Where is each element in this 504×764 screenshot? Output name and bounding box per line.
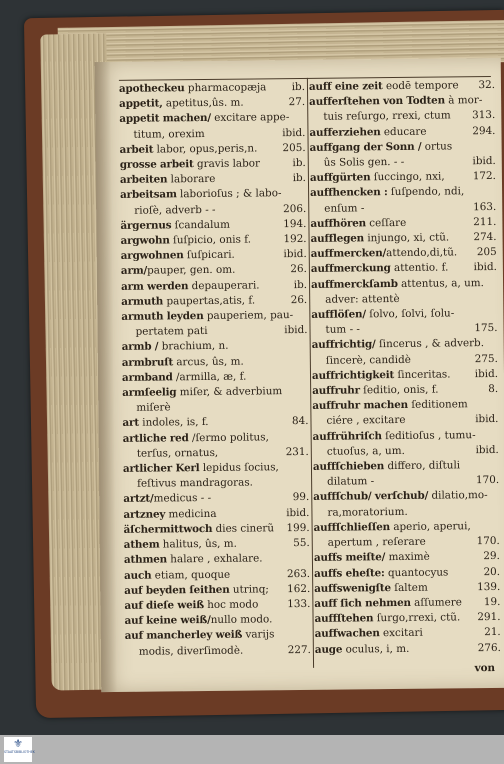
entry-translation: dies cinerũ	[212, 522, 275, 535]
entry-translation: ceſſare	[365, 216, 407, 230]
entry-translation: apertum , reſerare	[327, 535, 426, 549]
entry-headword: auf beyden ſeithen	[124, 583, 230, 597]
entry-translation: differo, diſtuli	[384, 459, 461, 473]
entry-headword: aufflöſen/	[311, 308, 366, 321]
entry-translation: ſinceritas.	[394, 368, 451, 381]
entry-headword: aufflegen	[310, 232, 365, 245]
entry-translation: tum - -	[325, 323, 360, 336]
entry-translation: excitare appe-	[210, 111, 290, 125]
entry-page-ref: 192.	[283, 232, 307, 246]
entry-page-ref: 206.	[283, 202, 307, 215]
entry-translation: ſurgo,rrexi, ctũ.	[373, 611, 461, 625]
entry-headword: aufferziehen	[309, 125, 381, 139]
entry-headword: auffwachen	[314, 627, 380, 641]
entry-headword: armband	[121, 371, 173, 384]
entry-translation: educare	[380, 125, 427, 138]
entry-translation: pauper, gen. om.	[147, 264, 236, 278]
entry-translation: arcus, ûs, m.	[172, 355, 244, 368]
entry-headword: armb /	[121, 340, 159, 354]
entry-translation: aperio, aperui,	[389, 520, 471, 533]
entry-translation: maximè	[385, 550, 430, 564]
entry-translation: /armilla, æ, f.	[172, 370, 247, 384]
entry-page-ref: ibid.	[282, 126, 306, 139]
library-logo-text: STAATSBIBLIOTHEK	[4, 750, 35, 754]
entry-translation: hoc modo	[203, 598, 259, 611]
entry-headword: artzney	[123, 508, 166, 521]
entry-headword: auf dieſe weiß	[124, 598, 204, 612]
entry-page-ref: 133.	[287, 597, 311, 611]
entry-headword: arbeiten	[119, 173, 168, 187]
entry-translation: oculus, i, m.	[342, 642, 410, 656]
entry-headword: auff ſich nehmen	[314, 596, 411, 610]
entry-page-ref: ibid.	[472, 154, 496, 168]
entry-headword: athem	[123, 538, 160, 551]
entry-translation: medicus - -	[153, 492, 212, 506]
entry-page-ref: 199.	[286, 521, 310, 535]
entry-translation: varijs	[242, 628, 275, 641]
entry-page-ref: 231.	[285, 445, 309, 459]
entry-headword: art	[122, 417, 139, 430]
library-logo[interactable]	[4, 737, 35, 762]
entry-page-ref: 172.	[472, 170, 496, 183]
entry-translation: etiam, quoque	[151, 568, 231, 582]
entry-translation: ſuccingo, nxi,	[370, 170, 445, 184]
entry-headword: auffrichtigkeit	[311, 368, 395, 382]
entry-page-ref: ibid.	[473, 261, 497, 274]
entry-translation: paupertas,atis, f.	[163, 294, 256, 308]
entry-translation: ſaltem	[390, 581, 428, 594]
entry-page-ref: ibid.	[475, 413, 499, 426]
entry-translation: terſus, ornatus,	[136, 446, 219, 460]
entry-headword: artlicher Kerl	[122, 462, 200, 475]
entry-translation: injungo, xi, ctũ.	[363, 231, 450, 245]
entry-headword: arm werden	[121, 279, 189, 293]
entry-headword: grosse arbeit	[119, 158, 194, 171]
entry-translation: ortus	[421, 140, 453, 153]
entry-translation: gravis labor	[193, 157, 261, 171]
entry-translation: tuis reſurgo, rrexi, ctum	[323, 109, 451, 124]
entry-translation: halitus, ûs, m.	[159, 537, 237, 551]
entry-translation: rioſè, adverb - -	[134, 203, 216, 217]
entry-translation: aſſumere	[410, 596, 462, 609]
entry-headword: armſeelig	[122, 386, 177, 399]
entry-headword: auf mancherley weiß	[124, 628, 243, 643]
entry-headword: athmen	[123, 553, 168, 567]
dictionary-entry	[315, 640, 503, 657]
entry-headword: auffſchlieſſen	[313, 520, 391, 534]
entry-translation: labor, opus,peris,n.	[153, 142, 258, 156]
entry-headword: armbruſt	[121, 355, 174, 369]
entry-translation: utrinq;	[229, 583, 269, 596]
entry-page-ref: 275.	[474, 352, 498, 365]
entry-page-ref: 274.	[473, 230, 497, 244]
entry-headword: auffs eheſte:	[314, 566, 385, 580]
entry-page-ref: 170.	[476, 535, 500, 548]
entry-translation: ûs Solis gen. - -	[323, 155, 405, 169]
entry-headword: argwohnen	[120, 249, 184, 263]
entry-translation: ſuſpicio, onis f.	[169, 233, 252, 247]
entry-headword: armuth	[121, 295, 164, 308]
entry-translation: depauperari.	[188, 279, 260, 292]
entry-page-ref: 19.	[483, 595, 501, 609]
entry-headword: auff eine zeit	[308, 80, 383, 93]
entry-translation: ſeditio, onis, f.	[359, 383, 439, 397]
entry-headword: aufferſtehen von Todten	[309, 94, 445, 109]
entry-headword: auffſchieben	[312, 460, 385, 473]
entry-page-ref: 263.	[286, 567, 311, 580]
entry-translation: ſolvo, ſolvi, ſolu-	[365, 307, 455, 321]
entry-headword: auffgang der Sonn /	[309, 140, 422, 154]
entry-translation: enſum -	[324, 201, 365, 215]
entry-page-ref: 29.	[483, 550, 500, 563]
dictionary-entry	[125, 642, 313, 659]
entry-translation: laborare	[167, 173, 216, 186]
entry-headword: auf keine weiß/	[124, 614, 211, 627]
entry-translation: ſeditionem	[407, 398, 468, 412]
entry-translation: brachium, n.	[158, 340, 229, 353]
entry-translation: attentio. f.	[390, 261, 449, 275]
entry-translation: dilatio,mo-	[428, 489, 488, 503]
entry-headword: auffgürten	[309, 171, 371, 185]
entry-page-ref: ibid.	[286, 506, 310, 519]
entry-headword: argwohn	[120, 234, 170, 247]
entry-translation: ra,moratorium.	[327, 505, 408, 519]
entry-headword: auffruhr machen	[312, 399, 409, 413]
entry-page-ref: 32.	[478, 78, 496, 92]
entry-headword: auffruhr	[312, 384, 360, 397]
entry-translation: ſeditioſus , tumu-	[381, 428, 476, 442]
entry-page-ref: 84.	[291, 415, 309, 428]
entry-page-ref: 26.	[290, 263, 307, 276]
entry-headword: auffrichtig/	[311, 338, 376, 352]
entry-headword: äſchermittwoch	[123, 522, 213, 536]
entry-page-ref: ibid.	[474, 367, 499, 381]
entry-translation: titum, orexim	[133, 127, 205, 141]
entry-translation: ciére , excitare	[326, 414, 406, 428]
entry-translation: lepidus ſocius,	[199, 461, 279, 475]
entry-page-ref: 175.	[474, 322, 498, 335]
book-page	[95, 58, 504, 692]
entry-headword: appetit machen/	[119, 112, 211, 126]
entry-headword: ärgernus	[120, 219, 172, 232]
entry-page-ref: 170.	[475, 474, 500, 487]
entry-translation: laborioſus ; & labo-	[176, 187, 282, 201]
entry-page-ref: ib.	[293, 278, 308, 291]
entry-headword: auch	[124, 569, 152, 582]
entry-page-ref: 205	[476, 246, 497, 259]
entry-translation: /ſermo politus,	[188, 431, 269, 444]
entry-headword: auffmerckung	[310, 262, 391, 276]
entry-translation: ſuſpendo, ndi,	[387, 185, 465, 199]
entry-page-ref: 211.	[473, 215, 497, 229]
entry-page-ref: 291.	[477, 611, 501, 624]
entry-translation: feſtivus mandragoras.	[137, 476, 253, 491]
entry-translation: ſincerus , & adverb.	[375, 337, 485, 351]
entry-page-ref: 55.	[293, 537, 310, 550]
entry-translation: à mor-	[444, 94, 483, 107]
entry-translation: attendo,di,tũ.	[386, 246, 458, 260]
entry-headword: auffswenigſte	[314, 581, 391, 595]
entry-translation: modis, diverſimodè.	[138, 644, 244, 658]
entry-headword: auffhencken :	[310, 186, 388, 200]
entry-headword: auffſchub/ verſchub/	[313, 490, 429, 504]
entry-page-ref: ib.	[292, 172, 307, 185]
entry-translation: ſcandalum	[171, 218, 230, 232]
entry-page-ref: 27.	[288, 96, 306, 109]
footer-bar	[0, 735, 504, 764]
entry-page-ref: ibid.	[283, 248, 307, 261]
entry-headword: auffſtehen	[314, 612, 374, 625]
entry-translation: ſincerè, candidè	[325, 353, 411, 367]
entry-page-ref: ib.	[291, 80, 306, 94]
entry-headword: auffrühriſch	[312, 429, 382, 443]
entry-page-ref: 139.	[477, 580, 501, 593]
entry-page-ref: 20.	[483, 565, 501, 578]
entry-page-ref: 313.	[472, 109, 496, 122]
entry-headword: auffhören	[310, 217, 367, 230]
entry-translation: quantocyus	[384, 565, 449, 579]
entry-page-ref: 205.	[282, 141, 306, 154]
entry-page-ref: 162.	[287, 582, 311, 595]
entry-headword: auffs meiſte/	[313, 551, 386, 565]
entry-translation: miſer, & adverbium	[176, 385, 283, 399]
entry-headword: auffmerckſamb	[310, 277, 398, 291]
entry-headword: armuth leyden	[121, 310, 204, 323]
entry-headword: artliche red	[122, 431, 189, 445]
entry-page-ref: ibid.	[284, 324, 308, 337]
entry-headword: artzt/	[123, 493, 154, 506]
entry-page-ref: 26.	[290, 293, 308, 306]
entry-headword: auffmercken/	[310, 247, 387, 261]
left-column	[119, 80, 313, 660]
entry-headword: apotheckeu	[118, 82, 185, 95]
catchword: von	[474, 661, 496, 675]
entry-translation: halare , exhalare.	[166, 552, 263, 566]
entry-page-ref: 294.	[472, 124, 496, 137]
right-column	[309, 78, 503, 658]
entry-translation: pauperiem, pau-	[203, 309, 294, 323]
entry-page-ref: ibid.	[475, 443, 499, 457]
entry-headword: arbeit	[119, 143, 154, 156]
entry-headword: arm/	[120, 265, 148, 278]
entry-translation: medicina	[165, 507, 217, 521]
entry-translation: nullo modo.	[210, 613, 273, 627]
entry-headword: auge	[314, 643, 343, 656]
library-logo-icon: ⚜	[13, 737, 23, 750]
entry-page-ref: 21.	[484, 626, 501, 639]
entry-translation: ſuſpicari.	[183, 248, 235, 262]
entry-translation: pertatem pati	[135, 325, 208, 338]
entry-translation: adver: attentè	[325, 292, 400, 306]
entry-translation: ctuoſus, a, um.	[326, 444, 405, 458]
entry-translation: dilatum -	[327, 475, 375, 489]
entry-page-ref: 163.	[473, 200, 497, 213]
entry-page-ref: 276.	[477, 641, 501, 654]
entry-translation: indoles, is, f.	[138, 416, 209, 430]
entry-translation: attentus, a, um.	[397, 276, 484, 290]
entry-translation: excitari	[379, 627, 423, 640]
entry-translation: miſerè	[136, 401, 171, 414]
entry-page-ref: 194.	[283, 217, 307, 231]
entry-translation: apetitus,ûs. m.	[162, 96, 244, 110]
entry-translation: pharmacopæja	[184, 81, 267, 95]
entry-headword: appetit,	[119, 97, 163, 111]
entry-page-ref: 99.	[292, 491, 310, 504]
entry-page-ref: 8.	[488, 382, 499, 396]
entry-page-ref: 227.	[287, 643, 311, 656]
entry-page-ref: ib.	[292, 156, 306, 170]
entry-translation: eodē tempore	[382, 79, 459, 93]
entry-headword: arbeitsam	[120, 188, 177, 202]
